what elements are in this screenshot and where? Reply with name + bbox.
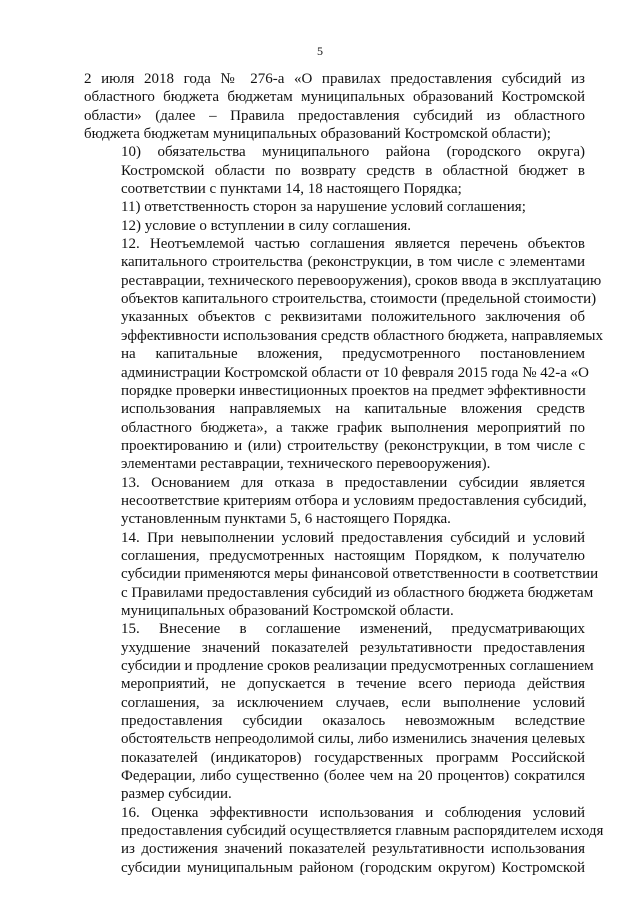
text-line: несоответствие критериям отбора и условиям предоставления субсидий, [121, 492, 587, 509]
text-line: объектов капитального строительства, стоимости (предельной стоимости) [121, 291, 597, 308]
text-line: предоставления субсидий осуществляется главным распорядителем исходя [121, 823, 604, 840]
paragraph [84, 217, 585, 235]
text-line: 12) условие о вступлении в силу соглашения. [121, 217, 412, 234]
text-line: указанных объектов с реквизитами положительного заключения об [121, 309, 585, 326]
text-line: субсидии применяются меры финансовой ответственности в соответствии [121, 566, 599, 583]
text-line: эффективности использования средств областного бюджета, направляемых [121, 327, 603, 344]
text-line: субсидии муниципальным районом (городским округом) Костромской [121, 859, 585, 876]
page-number: 5 [317, 44, 323, 58]
text-line: соглашения, предусмотренных настоящим Порядком, к получателю [121, 547, 585, 564]
text-line: капитального строительства (реконструкции, в том числе с элементами [121, 254, 585, 271]
paragraph [84, 143, 585, 198]
paragraph [84, 804, 604, 877]
text-line: порядке проверки инвестиционных проектов на предмет эффективности [121, 382, 586, 399]
document-text [84, 70, 604, 877]
text-line: 10) обязательства муниципального района (городского округа) [121, 144, 585, 161]
paragraph [84, 474, 585, 529]
text-line: ухудшение значений показателей результативности предоставления [121, 639, 585, 656]
text-line: соглашения, за исключением случаев, если выполнение условий [121, 694, 585, 711]
text-line: областного бюджета», а также график выполнения мероприятий по [121, 419, 585, 436]
text-line: 12. Неотъемлемой частью соглашения является перечень объектов [121, 236, 585, 253]
text-line: субсидии и продление сроков реализации предусмотренных соглашением [121, 658, 594, 674]
text-line: обстоятельств непреодолимой силы, либо изменились значения целевых [121, 731, 586, 748]
text-line: реставрации, технического перевооружения), сроков ввода в эксплуатацию [121, 272, 602, 289]
text-line: бюджета бюджетам муниципальных образований Костромской области); [84, 126, 551, 143]
text-line: 16. Оценка эффективности использования и соблюдения условий [121, 804, 585, 821]
text-line: использования направляемых на капитальные вложения средств [121, 401, 585, 418]
paragraph [84, 620, 594, 803]
text-line: Костромской области по возврату средств в областной бюджет в [121, 162, 585, 179]
text-line: элементами реставрации, технического перевооружения). [121, 456, 491, 473]
paragraph [84, 529, 599, 621]
text-line: из достижения значений показателей результативности использования [121, 841, 585, 858]
text-line: 13. Основанием для отказа в предоставлении субсидии является [121, 474, 585, 491]
paragraph [84, 235, 603, 473]
text-line: Федерации, либо существенно (более чем на 20 процентов) сократился [121, 768, 585, 785]
text-line: 2 июля 2018 года № 276-а «О правилах предоставления субсидий из [84, 71, 585, 87]
text-line: размер субсидии. [121, 786, 232, 803]
text-line: с Правилами предоставления субсидий из областного бюджета бюджетам [121, 584, 594, 601]
text-line: проектированию и (или) строительству (реконструкции, в том числе с [121, 437, 585, 454]
text-line: области» (далее – Правила предоставления субсидий из областного [84, 107, 585, 124]
text-line: мероприятий, не допускается в течение всего периода действия [121, 676, 585, 693]
text-line: соответствии с пунктами 14, 18 настоящего Порядка; [121, 181, 462, 198]
paragraph [84, 198, 585, 216]
paragraph [84, 70, 585, 143]
text-line: 11) ответственность сторон за нарушение условий соглашения; [121, 199, 526, 216]
text-line: показателей (индикаторов) государственных программ Российской [121, 749, 585, 766]
text-line: предоставления субсидии оказалось невозможным вследствие [121, 713, 585, 730]
text-line: муниципальных образований Костромской области. [121, 602, 454, 619]
text-line: на капитальные вложения, предусмотренного постановлением [121, 346, 585, 363]
text-line: 15. Внесение в соглашение изменений, предусматривающих [121, 621, 585, 638]
text-line: областного бюджета бюджетам муниципальных образований Костромской [84, 89, 585, 106]
text-line: установленным пунктами 5, 6 настоящего Порядка. [121, 511, 451, 528]
text-line: администрации Костромской области от 10 февраля 2015 года № 42-а «О [121, 364, 590, 381]
text-line: 14. При невыполнении условий предоставления субсидий и условий [121, 529, 585, 546]
